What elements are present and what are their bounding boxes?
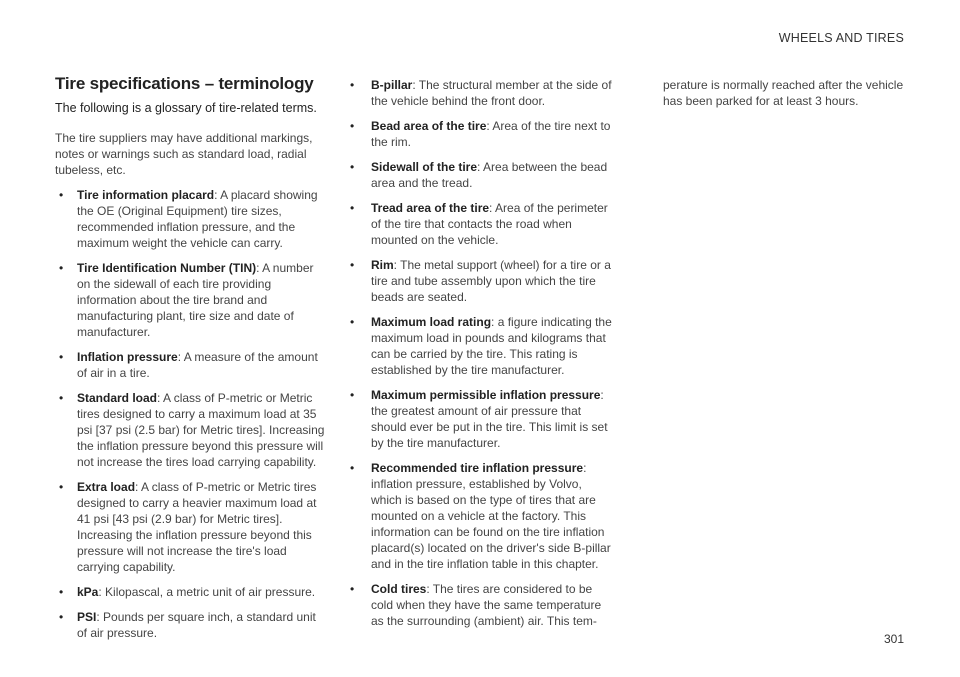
glossary-term: Inflation pressure: [77, 350, 178, 364]
column-1: [55, 74, 325, 650]
column-3: [663, 77, 913, 109]
glossary-term: Tire Identification Number (TIN): [77, 261, 257, 275]
column-2: [350, 77, 615, 638]
glossary-item-tin: [55, 260, 325, 340]
bullet-icon: •: [59, 610, 64, 624]
glossary-list-2: [350, 77, 615, 629]
subtitle: The following is a glossary of tire-related terms.: [55, 101, 317, 115]
glossary-term: Bead area of the tire: [371, 119, 487, 133]
glossary-term: Standard load: [77, 391, 158, 405]
bullet-icon: •: [350, 461, 355, 475]
glossary-definition: : Kilopascal, a metric unit of air pressure.: [98, 585, 316, 599]
glossary-item-recommended-inflation: [350, 460, 615, 572]
bullet-icon: •: [350, 258, 355, 272]
glossary-definition: : Area of the perimeter of the tire that contacts the road when mounted on the vehicle.: [371, 201, 608, 247]
glossary-term: kPa: [77, 585, 99, 599]
glossary-definition: : The tires are considered to be cold when they have the same temperature as the surrounding (ambient) air. This tem-: [371, 582, 602, 628]
bullet-icon: •: [350, 160, 355, 174]
glossary-definition: : A class of P-metric or Metric tires designed to carry a heavier maximum load at 41 psi [43 psi (2.9 bar) for Metric tires]. Increasing the inflation pressure beyond this pressure will not increase the tire's load carrying capability.: [77, 480, 317, 574]
glossary-item-psi: [55, 609, 325, 641]
glossary-item-tread-area: [350, 200, 615, 248]
glossary-definition: : a figure indicating the maximum load in pounds and kilograms that can be carried by the tire. This rating is established by the tire manufacturer.: [371, 315, 612, 377]
bullet-icon: •: [59, 480, 64, 494]
glossary-definition: : Pounds per square inch, a standard unit of air pressure.: [77, 610, 316, 640]
bullet-icon: •: [59, 261, 64, 275]
glossary-definition: : A placard showing the OE (Original Equipment) tire sizes, recommended inflation pressure, and the maximum weight the vehicle can carry.: [77, 188, 318, 250]
glossary-item-max-permissible-inflation: [350, 387, 615, 451]
glossary-term: Cold tires: [371, 582, 427, 596]
page-title: Tire specifications – terminology: [55, 74, 314, 93]
glossary-definition: : Area between the bead area and the tread.: [371, 160, 608, 190]
glossary-definition: : A measure of the amount of air in a tire.: [77, 350, 318, 380]
bullet-icon: •: [350, 315, 355, 329]
bullet-icon: •: [59, 350, 64, 364]
running-header: WHEELS AND TIRES: [778, 31, 904, 45]
bullet-icon: •: [59, 188, 64, 202]
glossary-definition: : the greatest amount of air pressure that should ever be put in the tire. This limit is set by the tire manufacturer.: [371, 388, 608, 450]
glossary-term: Extra load: [77, 480, 136, 494]
glossary-term: Tire information placard: [77, 188, 215, 202]
continued-text: perature is normally reached after the vehicle has been parked for at least 3 hours.: [663, 78, 904, 108]
glossary-definition: : The structural member at the side of the vehicle behind the front door.: [371, 78, 612, 108]
glossary-item-extra-load: [55, 479, 325, 575]
glossary-item-inflation-pressure: [55, 349, 325, 381]
glossary-item-bead-area: [350, 118, 615, 150]
glossary-term: Maximum load rating: [371, 315, 492, 329]
bullet-icon: •: [59, 391, 64, 405]
glossary-term: Maximum permissible inflation pressure: [371, 388, 601, 402]
glossary-definition: : A class of P-metric or Metric tires designed to carry a maximum load at 35 psi [37 psi (2.5 bar) for Metric tires]. Increasing the inflation pressure beyond this pressure will not increase the tires load carrying capability.: [77, 391, 325, 469]
glossary-item-maximum-load-rating: [350, 314, 615, 378]
intro-paragraph: The tire suppliers may have additional markings, notes or warnings such as standard load, radial tubeless, etc.: [55, 131, 313, 177]
glossary-item-b-pillar: [350, 77, 615, 109]
glossary-item-standard-load: [55, 390, 325, 470]
glossary-item-sidewall: [350, 159, 615, 191]
glossary-term: B-pillar: [371, 78, 413, 92]
glossary-definition: : The metal support (wheel) for a tire or a tire and tube assembly upon which the tire beads are seated.: [371, 258, 611, 304]
bullet-icon: •: [350, 582, 355, 596]
glossary-term: Tread area of the tire: [371, 201, 490, 215]
glossary-item-kpa: [55, 584, 325, 600]
glossary-term: Recommended tire inflation pressure: [371, 461, 584, 475]
bullet-icon: •: [59, 585, 64, 599]
glossary-definition: : Area of the tire next to the rim.: [371, 119, 611, 149]
glossary-term: PSI: [77, 610, 97, 624]
page-number: 301: [883, 632, 904, 646]
bullet-icon: •: [350, 388, 355, 402]
glossary-item-rim: [350, 257, 615, 305]
bullet-icon: •: [350, 78, 355, 92]
glossary-definition: : inflation pressure, established by Volvo, which is based on the type of tires that are mounted on a vehicle at the factory. This information can be found on the tire inflation placard(s) located on the driver's side B-pillar and in the tire inflation table in this chapter.: [371, 461, 611, 571]
glossary-item-cold-tires: [350, 581, 615, 629]
bullet-icon: •: [350, 119, 355, 133]
glossary-term: Sidewall of the tire: [371, 160, 478, 174]
glossary-list-1: [55, 187, 325, 641]
glossary-definition: : A number on the sidewall of each tire providing information about the tire brand and manufacturing plant, tire size and date of manufacturer.: [77, 261, 314, 339]
bullet-icon: •: [350, 201, 355, 215]
glossary-item-tire-information-placard: [55, 187, 325, 251]
glossary-term: Rim: [371, 258, 394, 272]
